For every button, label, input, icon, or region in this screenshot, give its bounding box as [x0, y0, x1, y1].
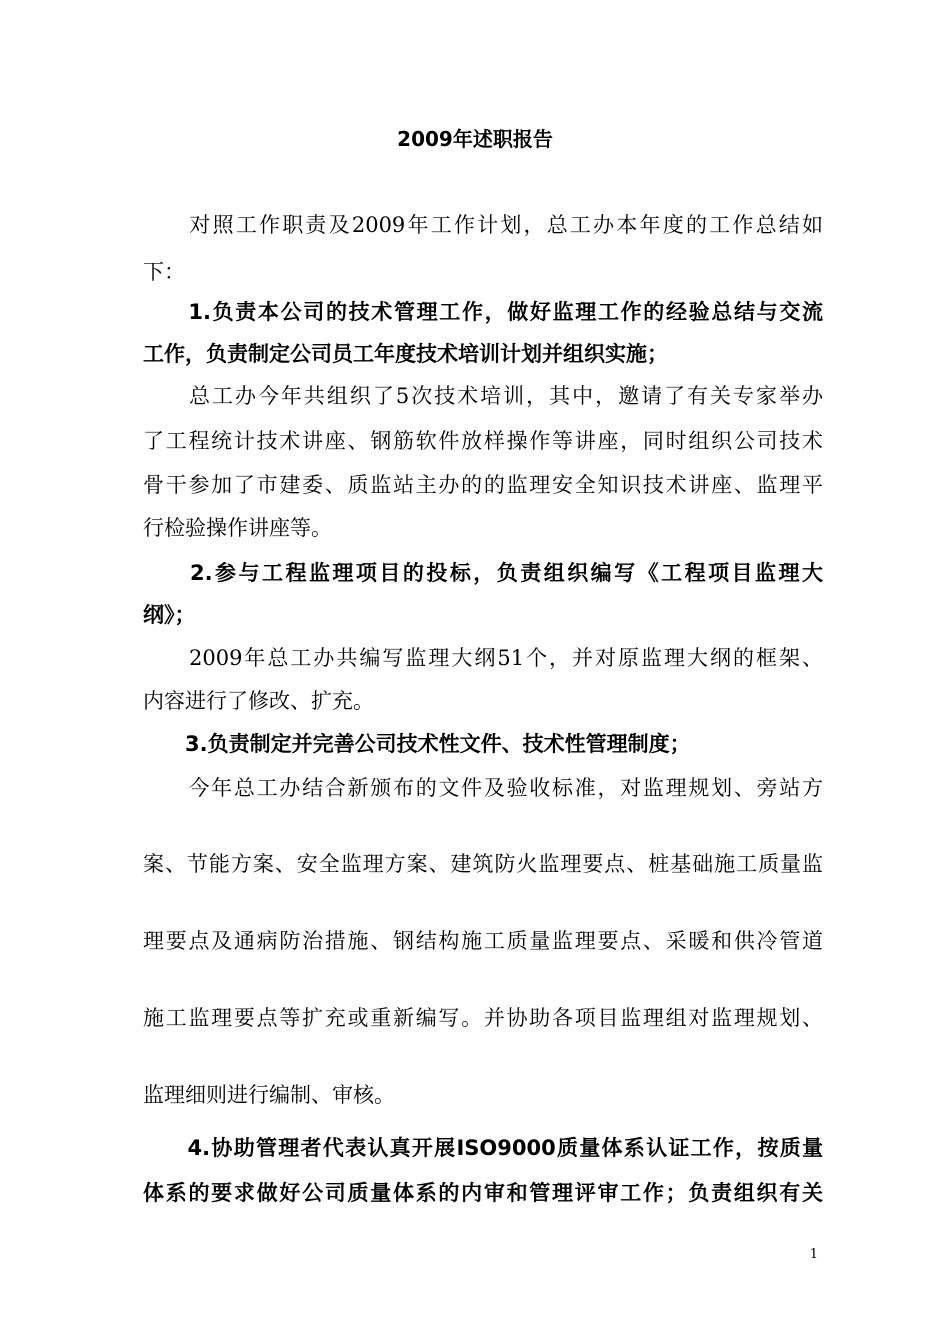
section-heading-line: 体系的要求做好公司质量体系的内审和管理评审工作；负责组织有关: [143, 1181, 823, 1205]
body-line: 对照工作职责及2009年工作计划，总工办本年度的工作总结如: [143, 213, 823, 237]
section-heading-line: 1.负责本公司的技术管理工作，做好监理工作的经验总结与交流: [143, 300, 823, 324]
body-line: 内容进行了修改、扩充。: [143, 689, 374, 713]
body-line: 了工程统计技术讲座、钢筋软件放样操作等讲座，同时组织公司技术: [143, 429, 823, 453]
body-line: 施工监理要点等扩充或重新编写。并协助各项目监理组对监理规划、: [143, 1006, 823, 1030]
section-heading-line: 工作，负责制定公司员工年度技术培训计划并组织实施；: [143, 342, 668, 366]
page-number: 1: [809, 1247, 818, 1262]
section-heading-line: 4.协助管理者代表认真开展ISO9000质量体系认证工作，按质量: [143, 1136, 823, 1160]
body-line: 总工办今年共组织了5次技术培训，其中，邀请了有关专家举办: [143, 384, 823, 408]
section-heading-line: 2.参与工程监理项目的投标，负责组织编写《工程项目监理大: [143, 561, 823, 585]
body-line: 骨干参加了市建委、质监站主办的的监理安全知识技术讲座、监理平: [143, 473, 823, 497]
body-line: 今年总工办结合新颁布的文件及验收标准，对监理规划、旁站方: [143, 776, 823, 800]
document-title: 2009年述职报告: [397, 127, 553, 151]
body-line: 监理细则进行编制、审核。: [143, 1083, 395, 1107]
section-heading-line: 纲》；: [143, 603, 196, 627]
body-line: 下：: [143, 260, 185, 284]
body-line: 理要点及通病防治措施、钢结构施工质量监理要点、采暖和供冷管道: [143, 929, 823, 953]
section-heading-line: 3.负责制定并完善公司技术性文件、技术性管理制度；: [143, 732, 691, 756]
body-line: 2009年总工办共编写监理大纲51个，并对原监理大纲的框架、: [143, 646, 823, 670]
body-line: 案、节能方案、安全监理方案、建筑防火监理要点、桩基础施工质量监: [143, 852, 823, 876]
body-line: 行检验操作讲座等。: [143, 516, 332, 540]
